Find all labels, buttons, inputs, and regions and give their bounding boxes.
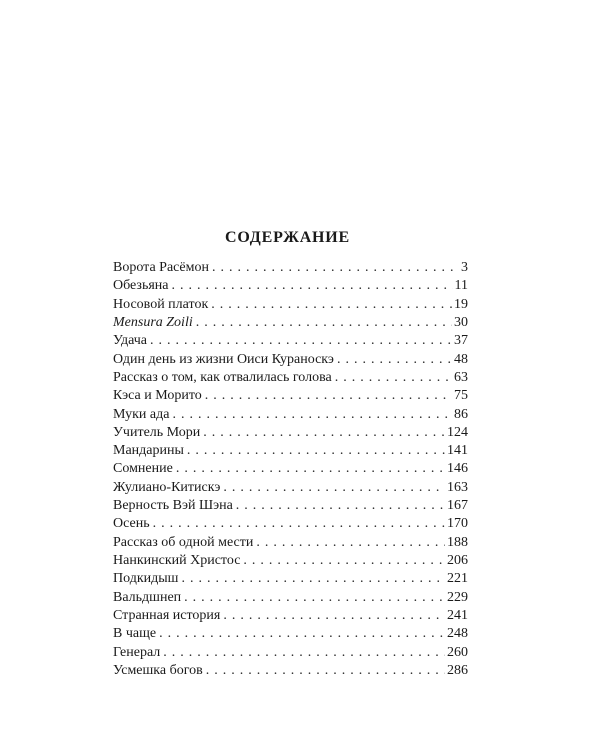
- toc-entry: [113, 277, 468, 295]
- toc-entry-title: Носовой платок: [113, 296, 209, 312]
- toc-entry-page: 206: [447, 553, 468, 568]
- toc-entry-page: 286: [447, 662, 468, 678]
- toc-entry: [113, 607, 468, 625]
- toc-entry: [113, 406, 468, 424]
- dot-leader: [159, 625, 445, 643]
- dot-leader: [196, 314, 452, 332]
- dot-leader: [184, 589, 445, 607]
- toc-entry-page: 124: [447, 424, 468, 440]
- toc-entry-title: Муки ада: [113, 406, 170, 422]
- toc-entry-page: 141: [447, 443, 468, 459]
- toc-entry-title: Жулиано-Китискэ: [113, 479, 221, 495]
- dot-leader: [243, 552, 445, 570]
- toc-entry: [113, 552, 468, 570]
- toc-entry-title: В чаще: [113, 626, 157, 642]
- toc-entry: [113, 497, 468, 515]
- toc-entry-page: 248: [447, 626, 468, 642]
- toc-entry-title: Рассказ об одной мести: [113, 534, 254, 550]
- toc-entry-title: Учитель Мори: [113, 424, 201, 440]
- toc-entry-page: 86: [454, 406, 468, 422]
- dot-leader: [187, 442, 445, 460]
- toc-entry: [113, 296, 468, 314]
- toc-entry-page: 75: [454, 388, 468, 404]
- toc-entry-page: 48: [454, 351, 468, 367]
- dot-leader: [181, 570, 445, 588]
- toc-entry-title: Удача: [113, 333, 147, 349]
- toc-entry: [113, 644, 468, 662]
- toc-entry-title: Кэса и Морито: [113, 388, 202, 404]
- toc-entry-page: 63: [454, 369, 468, 385]
- toc-entry: [113, 625, 468, 643]
- toc-entry: [113, 534, 468, 552]
- toc-entry: [113, 589, 468, 607]
- toc-entry-title: Верность Вэй Шэна: [113, 498, 233, 514]
- toc-entry-title: Сомнение: [113, 461, 173, 477]
- toc-entry-title: Нанкинский Христос: [113, 553, 241, 568]
- dot-leader: [223, 607, 445, 625]
- toc-entry: [113, 387, 468, 405]
- dot-leader: [223, 479, 445, 497]
- dot-leader: [150, 332, 452, 350]
- dot-leader: [211, 296, 452, 314]
- toc-entry: [113, 479, 468, 497]
- toc-entry-title: Вальдшнеп: [113, 589, 182, 605]
- dot-leader: [236, 497, 445, 515]
- toc-entry-page: 163: [447, 479, 468, 495]
- dot-leader: [206, 662, 445, 680]
- toc-entry-title: Генерал: [113, 644, 161, 660]
- toc-entry-page: 188: [447, 534, 468, 550]
- dot-leader: [176, 460, 445, 478]
- toc-entry-title: Mensura Zoili: [113, 314, 193, 330]
- toc-entry: [113, 314, 468, 332]
- toc-entry-page: 19: [454, 296, 468, 312]
- toc-entry: [113, 424, 468, 442]
- dot-leader: [163, 644, 445, 662]
- toc-entry-page: 11: [454, 278, 468, 294]
- toc-entry-page: 37: [454, 333, 468, 349]
- dot-leader: [172, 277, 453, 295]
- toc-entry-title: Ворота Расёмон: [113, 260, 209, 275]
- toc-entry: [113, 570, 468, 588]
- dot-leader: [337, 351, 452, 369]
- toc-entry-page: 146: [447, 461, 468, 477]
- toc-entry: [113, 259, 468, 277]
- toc-entry-page: 30: [454, 314, 468, 330]
- toc-entry: [113, 369, 468, 387]
- toc-entry-title: Подкидыш: [113, 571, 179, 587]
- toc-title: СОДЕРЖАНИЕ: [224, 229, 351, 246]
- toc-entry-title: Обезьяна: [113, 278, 169, 294]
- toc-entry-page: 241: [447, 607, 468, 623]
- toc-entry-title: Мандарины: [113, 443, 184, 459]
- toc-entry: [113, 515, 468, 533]
- toc-entry-title: Один день из жизни Оиси Кураноскэ: [113, 351, 334, 367]
- toc-entry-page: 167: [447, 498, 468, 514]
- dot-leader: [256, 534, 445, 552]
- toc-entry-page: 3: [461, 260, 468, 275]
- toc-entry-page: 221: [447, 571, 468, 587]
- toc-entry-page: 170: [447, 516, 468, 532]
- dot-leader: [172, 406, 452, 424]
- toc-entry-page: 229: [447, 589, 468, 605]
- toc-list: [113, 259, 468, 680]
- toc-entry-title: Усмешка богов: [113, 662, 203, 678]
- toc-entry-title: Странная история: [113, 607, 221, 623]
- toc-entry-page: 260: [447, 644, 468, 660]
- toc-entry: [113, 662, 468, 680]
- dot-leader: [212, 259, 459, 277]
- dot-leader: [203, 424, 445, 442]
- toc-entry-title: Осень: [113, 516, 150, 532]
- toc-entry-title: Рассказ о том, как отвалилась голова: [113, 369, 332, 385]
- toc-entry: [113, 332, 468, 350]
- dot-leader: [153, 515, 445, 533]
- dot-leader: [205, 387, 452, 405]
- toc-entry: [113, 460, 468, 478]
- toc-entry: [113, 351, 468, 369]
- dot-leader: [335, 369, 452, 387]
- toc-entry: [113, 442, 468, 460]
